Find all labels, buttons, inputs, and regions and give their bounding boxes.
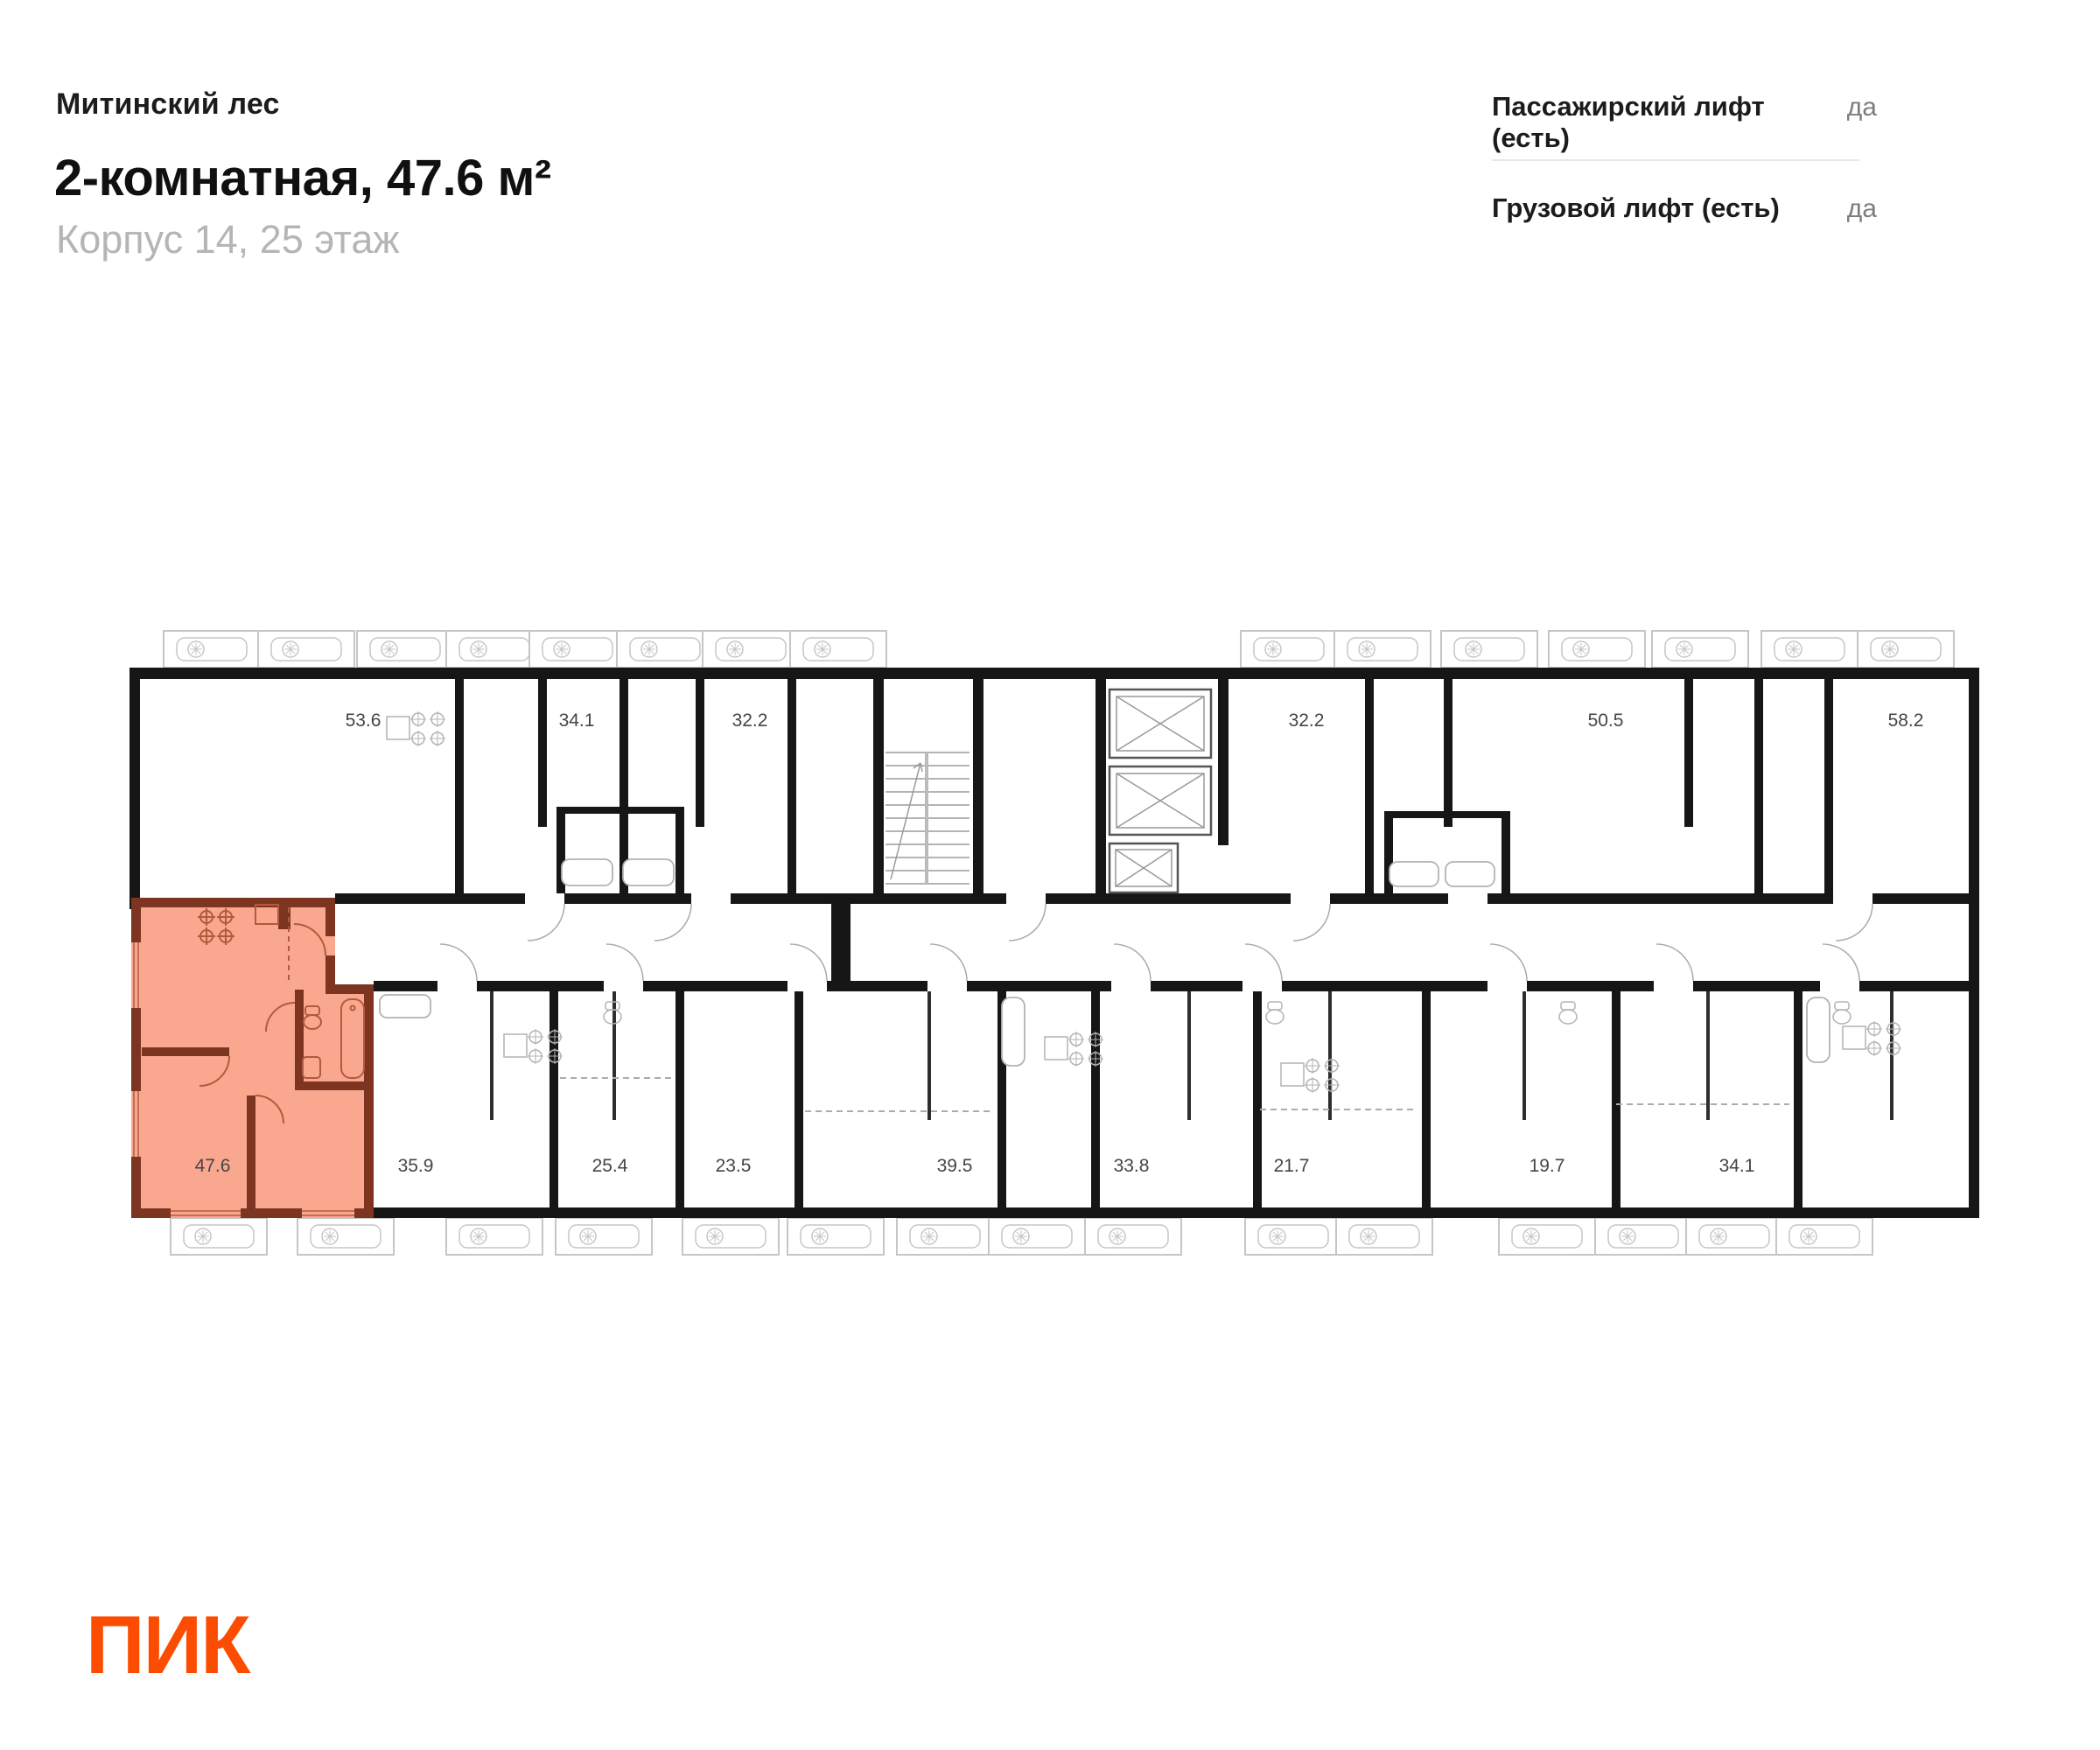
area-label: 34.1 bbox=[558, 710, 595, 731]
staircase bbox=[886, 752, 970, 884]
zone-dashed-lines bbox=[560, 1078, 1789, 1111]
area-label: 35.9 bbox=[397, 1156, 434, 1176]
pik-logo[interactable]: ПИК bbox=[86, 1599, 249, 1690]
area-label: 39.5 bbox=[936, 1156, 973, 1176]
area-label: 32.2 bbox=[732, 710, 768, 731]
area-label: 25.4 bbox=[592, 1156, 628, 1176]
area-label: 23.5 bbox=[715, 1156, 752, 1176]
page-title: 2-комнатная, 47.6 м² bbox=[54, 150, 551, 206]
area-labels bbox=[195, 710, 1924, 1176]
area-label: 19.7 bbox=[1529, 1156, 1565, 1176]
info-label: Грузовой лифт (есть) bbox=[1492, 192, 1780, 223]
area-label: 58.2 bbox=[1887, 710, 1924, 731]
door-arcs bbox=[440, 904, 1872, 981]
partition-walls bbox=[490, 991, 1894, 1120]
area-label: 47.6 bbox=[194, 1156, 231, 1176]
info-value: да bbox=[1846, 194, 1877, 223]
area-label: 33.8 bbox=[1113, 1156, 1150, 1176]
area-label: 32.2 bbox=[1288, 710, 1325, 731]
info-label: Пассажирский лифт (есть) bbox=[1492, 91, 1765, 153]
info-value: да bbox=[1846, 93, 1877, 122]
walls bbox=[130, 668, 1979, 1218]
highlighted-apartment[interactable] bbox=[131, 898, 374, 1218]
area-label: 53.6 bbox=[345, 710, 382, 731]
area-label: 50.5 bbox=[1587, 710, 1624, 731]
area-label: 34.1 bbox=[1718, 1156, 1755, 1176]
area-label: 21.7 bbox=[1273, 1156, 1310, 1176]
elevator-shafts bbox=[1110, 690, 1211, 892]
building-floor-subtitle: Корпус 14, 25 этаж bbox=[56, 217, 400, 262]
project-name: Митинский лес bbox=[56, 88, 280, 121]
